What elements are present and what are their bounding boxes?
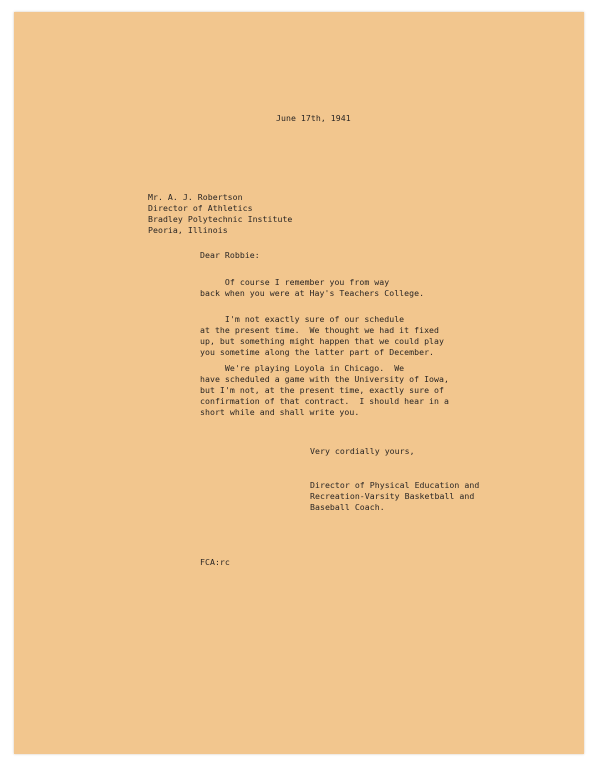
recipient-line: Mr. A. J. Robertson (148, 192, 243, 202)
letter-date: June 17th, 1941 (276, 113, 351, 123)
letter-page (14, 12, 584, 754)
paragraph-line: short while and shall write you. (200, 407, 360, 417)
paragraph-2 (200, 314, 580, 358)
paragraph-line: you sometime along the latter part of December. (200, 347, 435, 357)
paragraph-line: but I'm not, at the present time, exactly sure of (200, 385, 444, 395)
paragraph-line: back when you were at Hay's Teachers College. (200, 288, 425, 298)
paragraph-line: have scheduled a game with the University of Iowa, (200, 374, 449, 384)
paragraph-line: Of course I remember you from way (200, 277, 390, 287)
salutation: Dear Robbie: (200, 250, 260, 260)
recipient-address (148, 192, 292, 236)
recipient-line: Bradley Polytechnic Institute (148, 214, 293, 224)
paragraph-line: I'm not exactly sure of our schedule (200, 314, 405, 324)
reference-initials: FCA:rc (200, 557, 230, 567)
signature-block (310, 480, 479, 513)
signature-line: Recreation-Varsity Basketball and (310, 491, 475, 501)
paragraph-line: confirmation of that contract. I should hear in a (200, 396, 449, 406)
signature-line: Baseball Coach. (310, 502, 385, 512)
paragraph-line: up, but something might happen that we could play (200, 336, 444, 346)
recipient-line: Peoria, Illinois (148, 225, 228, 235)
paragraph-1 (200, 277, 580, 299)
recipient-line: Director of Athletics (148, 203, 253, 213)
paragraph-line: We're playing Loyola in Chicago. We (200, 363, 405, 373)
signature-line: Director of Physical Education and (310, 480, 480, 490)
paragraph-3 (200, 363, 580, 418)
closing: Very cordially yours, (310, 446, 415, 456)
paragraph-line: at the present time. We thought we had it fixed (200, 325, 440, 335)
